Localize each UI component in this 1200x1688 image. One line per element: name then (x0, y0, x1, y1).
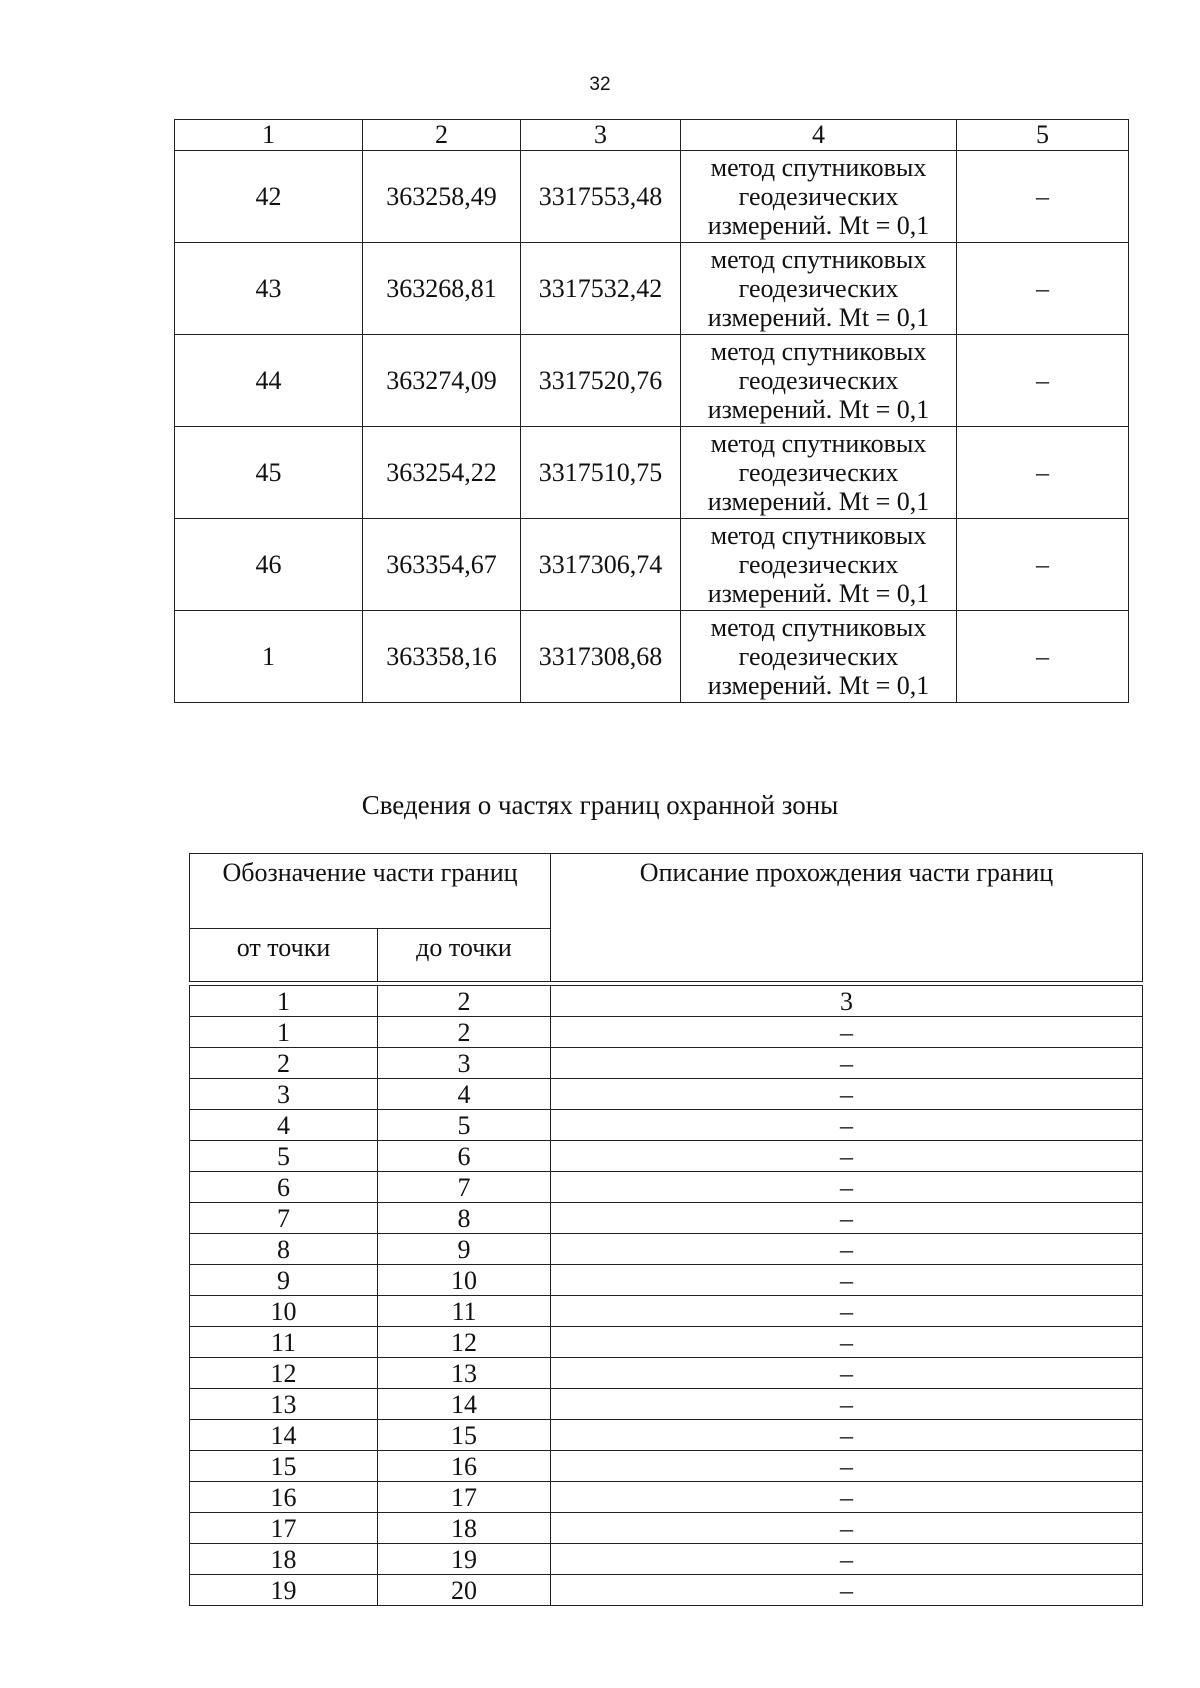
method-line: метод спутниковых (710, 429, 927, 458)
to-point: 7 (378, 1172, 551, 1203)
measurement-method (681, 335, 957, 427)
measurement-method (681, 611, 957, 703)
coordinates-row (175, 611, 1129, 703)
to-point: 5 (378, 1110, 551, 1141)
from-point: 19 (190, 1575, 378, 1606)
coordinates-row (175, 427, 1129, 519)
part-description: – (551, 1110, 1143, 1141)
header-description: Описание прохождения части границ (551, 854, 1143, 982)
from-point: 1 (190, 1017, 378, 1048)
note: – (957, 335, 1129, 427)
method-line: измерений. Mt = 0,1 (707, 671, 930, 700)
method-line: метод спутниковых (710, 337, 927, 366)
from-point: 14 (190, 1420, 378, 1451)
coordinate-x: 363358,16 (363, 611, 521, 703)
to-point: 19 (378, 1544, 551, 1575)
header-from-point: от точки (190, 929, 378, 982)
method-line: геодезических (738, 182, 899, 211)
method-line: метод спутниковых (710, 153, 927, 182)
coordinate-y: 3317553,48 (521, 151, 681, 243)
part-description: – (551, 1544, 1143, 1575)
boundary-part-row (190, 1265, 1143, 1296)
from-point: 9 (190, 1265, 378, 1296)
method-line: измерений. Mt = 0,1 (707, 579, 930, 608)
coordinates-header-row (175, 120, 1129, 151)
part-description: – (551, 1079, 1143, 1110)
boundary-part-row (190, 1079, 1143, 1110)
method-line: геодезических (738, 274, 899, 303)
coordinates-row (175, 151, 1129, 243)
part-description: – (551, 1017, 1143, 1048)
part-description: – (551, 1482, 1143, 1513)
column-number: 5 (957, 120, 1129, 151)
to-point: 6 (378, 1141, 551, 1172)
column-number: 1 (175, 120, 363, 151)
method-line: геодезических (738, 366, 899, 395)
from-point: 3 (190, 1079, 378, 1110)
coordinate-x: 363258,49 (363, 151, 521, 243)
to-point: 17 (378, 1482, 551, 1513)
column-number: 3 (521, 120, 681, 151)
page-number: 32 (589, 74, 611, 95)
part-description: – (551, 1451, 1143, 1482)
section-title: Сведения о частях границ охранной зоны (361, 790, 839, 820)
point-number: 45 (175, 427, 363, 519)
coordinates-table-body (175, 120, 1129, 703)
to-point: 15 (378, 1420, 551, 1451)
part-description: – (551, 1265, 1143, 1296)
from-point: 2 (190, 1048, 378, 1079)
part-description: – (551, 1048, 1143, 1079)
part-description: – (551, 1420, 1143, 1451)
coordinate-x: 363268,81 (363, 243, 521, 335)
to-point: 13 (378, 1358, 551, 1389)
method-line: метод спутниковых (710, 613, 927, 642)
measurement-method (681, 243, 957, 335)
from-point: 6 (190, 1172, 378, 1203)
column-number: 1 (190, 986, 378, 1017)
coordinate-y: 3317532,42 (521, 243, 681, 335)
point-number: 42 (175, 151, 363, 243)
coordinate-x: 363274,09 (363, 335, 521, 427)
method-line: измерений. Mt = 0,1 (707, 303, 930, 332)
parts-column-numbers-row (190, 986, 1143, 1017)
coordinates-row (175, 243, 1129, 335)
boundary-parts-table-body (190, 854, 1143, 1606)
to-point: 8 (378, 1203, 551, 1234)
boundary-part-row (190, 1358, 1143, 1389)
boundary-part-row (190, 1482, 1143, 1513)
part-description: – (551, 1513, 1143, 1544)
header-to-point: до точки (378, 929, 551, 982)
column-number: 3 (551, 986, 1143, 1017)
from-point: 16 (190, 1482, 378, 1513)
measurement-method (681, 519, 957, 611)
note: – (957, 519, 1129, 611)
coordinate-y: 3317510,75 (521, 427, 681, 519)
to-point: 9 (378, 1234, 551, 1265)
column-number: 4 (681, 120, 957, 151)
part-description: – (551, 1203, 1143, 1234)
note: – (957, 427, 1129, 519)
coordinate-x: 363354,67 (363, 519, 521, 611)
method-line: геодезических (738, 458, 899, 487)
boundary-part-row (190, 1110, 1143, 1141)
column-number: 2 (363, 120, 521, 151)
measurement-method (681, 427, 957, 519)
to-point: 11 (378, 1296, 551, 1327)
method-line: метод спутниковых (710, 521, 927, 550)
to-point: 20 (378, 1575, 551, 1606)
header-designation: Обозначение части границ (190, 854, 551, 929)
part-description: – (551, 1234, 1143, 1265)
part-description: – (551, 1575, 1143, 1606)
from-point: 15 (190, 1451, 378, 1482)
method-line: метод спутниковых (710, 245, 927, 274)
note: – (957, 151, 1129, 243)
parts-header-row (190, 854, 1143, 929)
boundary-part-row (190, 1017, 1143, 1048)
from-point: 11 (190, 1327, 378, 1358)
point-number: 46 (175, 519, 363, 611)
part-description: – (551, 1172, 1143, 1203)
coordinate-x: 363254,22 (363, 427, 521, 519)
coordinates-row (175, 335, 1129, 427)
to-point: 12 (378, 1327, 551, 1358)
boundary-part-row (190, 1141, 1143, 1172)
boundary-part-row (190, 1544, 1143, 1575)
point-number: 44 (175, 335, 363, 427)
part-description: – (551, 1296, 1143, 1327)
coordinates-row (175, 519, 1129, 611)
boundary-part-row (190, 1296, 1143, 1327)
note: – (957, 611, 1129, 703)
boundary-part-row (190, 1203, 1143, 1234)
boundary-part-row (190, 1575, 1143, 1606)
column-number: 2 (378, 986, 551, 1017)
boundary-part-row (190, 1234, 1143, 1265)
boundary-part-row (190, 1172, 1143, 1203)
note: – (957, 243, 1129, 335)
to-point: 16 (378, 1451, 551, 1482)
boundary-part-row (190, 1048, 1143, 1079)
method-line: измерений. Mt = 0,1 (707, 211, 930, 240)
from-point: 4 (190, 1110, 378, 1141)
to-point: 18 (378, 1513, 551, 1544)
to-point: 10 (378, 1265, 551, 1296)
to-point: 14 (378, 1389, 551, 1420)
boundary-part-row (190, 1420, 1143, 1451)
boundary-part-row (190, 1327, 1143, 1358)
method-line: измерений. Mt = 0,1 (707, 395, 930, 424)
coordinates-table (174, 119, 1129, 703)
from-point: 8 (190, 1234, 378, 1265)
from-point: 10 (190, 1296, 378, 1327)
boundary-parts-table (189, 853, 1143, 1606)
boundary-part-row (190, 1389, 1143, 1420)
method-line: измерений. Mt = 0,1 (707, 487, 930, 516)
method-line: геодезических (738, 550, 899, 579)
from-point: 18 (190, 1544, 378, 1575)
part-description: – (551, 1327, 1143, 1358)
from-point: 7 (190, 1203, 378, 1234)
coordinate-y: 3317308,68 (521, 611, 681, 703)
method-line: геодезических (738, 642, 899, 671)
part-description: – (551, 1358, 1143, 1389)
to-point: 4 (378, 1079, 551, 1110)
from-point: 5 (190, 1141, 378, 1172)
part-description: – (551, 1389, 1143, 1420)
from-point: 17 (190, 1513, 378, 1544)
coordinate-y: 3317520,76 (521, 335, 681, 427)
boundary-part-row (190, 1451, 1143, 1482)
point-number: 1 (175, 611, 363, 703)
to-point: 2 (378, 1017, 551, 1048)
measurement-method (681, 151, 957, 243)
part-description: – (551, 1141, 1143, 1172)
from-point: 12 (190, 1358, 378, 1389)
coordinate-y: 3317306,74 (521, 519, 681, 611)
from-point: 13 (190, 1389, 378, 1420)
point-number: 43 (175, 243, 363, 335)
boundary-part-row (190, 1513, 1143, 1544)
to-point: 3 (378, 1048, 551, 1079)
